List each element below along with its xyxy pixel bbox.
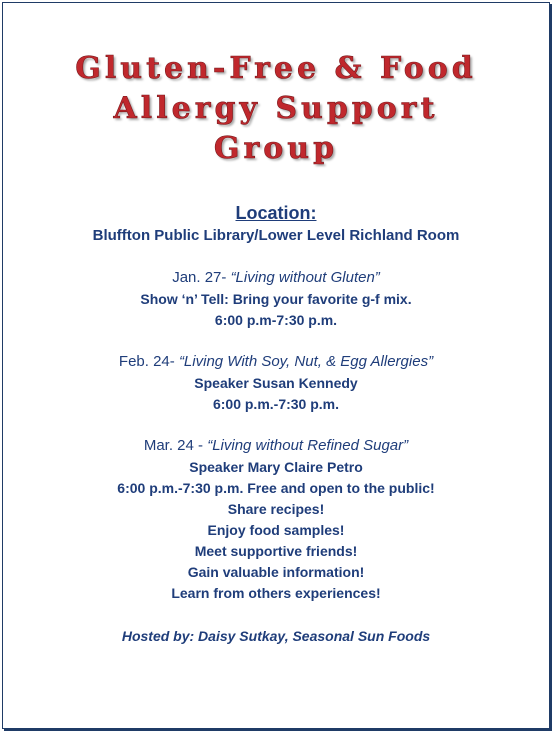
flyer-title bbox=[3, 49, 549, 169]
event-topic: “Living without Gluten” bbox=[230, 269, 380, 286]
event-highlight: Share recipes! bbox=[227, 501, 325, 517]
event-highlight: Enjoy food samples! bbox=[207, 522, 345, 538]
event-speaker: Speaker Susan Kennedy bbox=[194, 375, 358, 391]
event-topic: “Living With Soy, Nut, & Egg Allergies” bbox=[178, 353, 434, 370]
title-line-3: Group bbox=[213, 131, 339, 166]
event-heading bbox=[3, 435, 549, 457]
event-highlight: Gain valuable information! bbox=[187, 564, 365, 580]
event-highlight: Meet supportive friends! bbox=[194, 543, 358, 559]
location-heading: Location: bbox=[235, 203, 317, 223]
event-speaker: Speaker Mary Claire Petro bbox=[189, 459, 363, 475]
flyer-content bbox=[3, 201, 549, 647]
flyer-page bbox=[2, 2, 550, 729]
event-detail: Show ‘n’ Tell: Bring your favorite g-f mix. bbox=[140, 291, 412, 307]
event-highlight: Learn from others experiences! bbox=[171, 585, 381, 601]
event-time: 6:00 p.m.-7:30 p.m. Free and open to the public! bbox=[117, 480, 435, 496]
event-time: 6:00 p.m-7:30 p.m. bbox=[214, 312, 338, 328]
event-heading bbox=[3, 351, 549, 373]
event-time: 6:00 p.m.-7:30 p.m. bbox=[212, 396, 340, 412]
event-feb bbox=[3, 351, 549, 415]
event-date: Mar. 24 - bbox=[143, 437, 208, 454]
event-heading bbox=[3, 267, 549, 289]
title-line-2: Allergy Support bbox=[113, 91, 439, 126]
event-date: Jan. 27- bbox=[172, 269, 231, 286]
event-jan bbox=[3, 267, 549, 331]
event-date: Feb. 24- bbox=[118, 353, 179, 370]
event-mar bbox=[3, 435, 549, 604]
title-line-1: Gluten-Free & Food bbox=[75, 51, 477, 86]
host-credit: Hosted by: Daisy Sutkay, Seasonal Sun Foods bbox=[121, 628, 431, 644]
event-topic: “Living without Refined Sugar” bbox=[207, 437, 409, 454]
location-place: Bluffton Public Library/Lower Level Richland Room bbox=[92, 227, 460, 244]
